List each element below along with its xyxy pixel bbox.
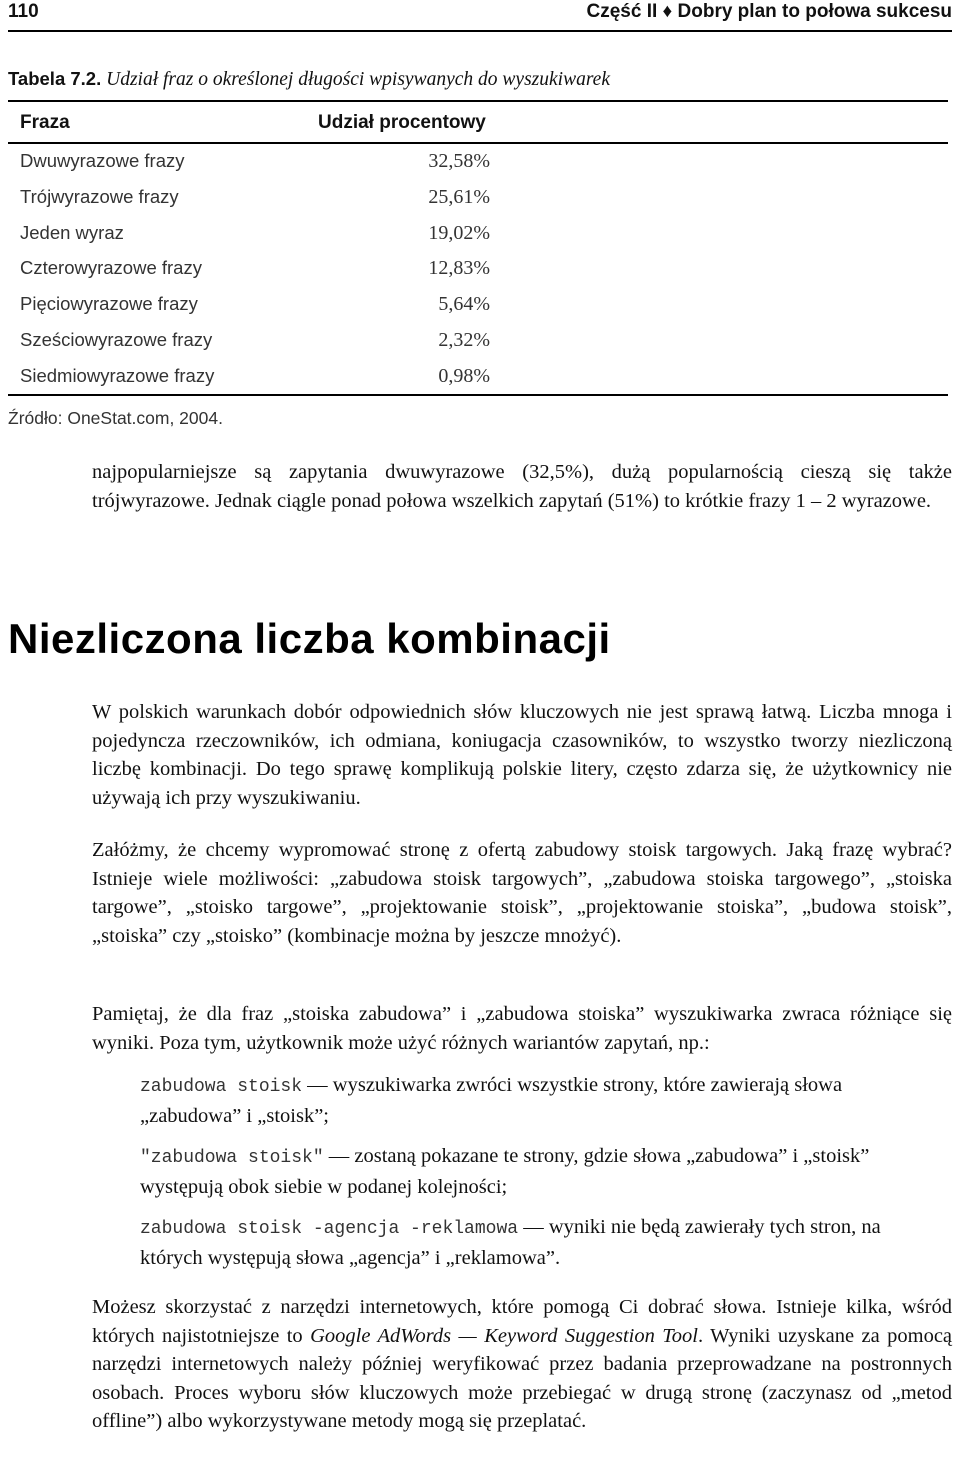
row-phrase: Czterowyrazowe frazy [20,257,202,278]
table-row [20,329,490,359]
column-header-share: Udział procentowy [318,112,486,133]
table-top-rule [8,100,948,102]
section-heading: Niezliczona liczba kombinacji [8,615,611,662]
example-query: zabudowa stoisk [140,1077,303,1097]
example-description: — zostaną pokazane te strony, gdzie słowa „zabudowa” i „stoisk” występują obok siebie w podanej kolejności; [140,1145,870,1198]
tool-name: Google AdWords — Keyword Suggestion Tool [310,1324,698,1347]
row-phrase: Trójwyrazowe frazy [20,186,179,207]
row-share: 19,02% [428,222,490,244]
table-row [20,293,490,323]
paragraph-4 [92,1293,952,1436]
table-row [20,222,490,252]
table-caption-text: Udział fraz o określonej długości wpisywanych do wyszukiwarek [106,69,610,90]
example-item [140,1071,940,1130]
row-phrase: Dwuwyrazowe frazy [20,150,185,171]
table-bottom-rule [8,394,948,396]
row-share: 25,61% [428,186,490,208]
table-source: Źródło: OneStat.com, 2004. [8,408,223,428]
row-phrase: Siedmiowyrazowe frazy [20,365,215,386]
table-header-rule [8,142,948,144]
paragraph-3: Pamiętaj, że dla fraz „stoiska zabudowa” i „zabudowa stoiska” wyszukiwarka zwraca różniące się wyniki. Poza tym, użytkownik może użyć różnych wariantów zapytań, np.: [92,1003,952,1054]
row-phrase: Sześciowyrazowe frazy [20,329,213,350]
running-title: Część II ♦ Dobry plan to połowa sukcesu [586,1,952,22]
paragraph-4-end: . Wyniki uzyskane za pomocą narzędzi internetowych należy później weryfikować przez badania przeprowadzane na postronnych osobach. Proces wyboru słów kluczowych może przebiegać w drugą stronę (zaczynasz od „metod offline”) albo wykorzystywane metody mogą się przeplatać. [92,1324,953,1433]
paragraph-2: Załóżmy, że chcemy wypromować stronę z ofertą zabudowy stoisk targowych. Jaką frazę wybrać? Istnieje wiele możliwości: „zabudowa stoisk targowych”, „zabudowa stoiska targowego”, „stoiska targowe”, „stoisko targowe”, „projektowanie stoisk”, „projektowanie stoiska”, „budowa stoisk”, „stoiska” czy „stoisko” (kombinacje można by jeszcze mnożyć). [92,839,952,947]
row-phrase: Jeden wyraz [20,222,124,243]
table-caption-label: Tabela 7.2. [8,68,102,89]
table-row [20,150,490,180]
intro-paragraph: najpopularniejsze są zapytania dwuwyrazowe (32,5%), dużą popularnością cieszą się także trójwyrazowe. Jednak ciągle ponad połowa wszelkich zapytań (51%) to krótkie frazy 1 – 2 wyrazowe. [92,461,952,512]
example-query: zabudowa stoisk -agencja -reklamowa [140,1219,519,1239]
row-share: 32,58% [428,150,490,172]
row-share: 12,83% [428,257,490,279]
paragraph-4-start: Możesz skorzystać z narzędzi internetowych, które pomogą Ci dobrać słowa. Istnieje kilka, wśród których najistotniejsze to [92,1296,952,1347]
table-row [20,186,490,216]
example-query: "zabudowa stoisk" [140,1148,324,1168]
table-caption [8,68,610,91]
row-share: 0,98% [438,365,490,387]
table-row [20,365,490,395]
row-share: 2,32% [438,329,490,351]
row-phrase: Pięciowyrazowe frazy [20,293,198,314]
page-number: 110 [8,1,39,22]
column-header-phrase: Fraza [20,112,70,133]
example-description: — wyniki nie będą zawierały tych stron, na których występują słowa „agencja” i „reklamowa”. [140,1216,881,1269]
example-item [140,1142,940,1201]
table-row [20,257,490,287]
example-description: — wyszukiwarka zwróci wszystkie strony, które zawierają słowa „zabudowa” i „stoisk”; [140,1074,843,1127]
row-share: 5,64% [438,293,490,315]
page-header [8,0,952,32]
paragraph-1: W polskich warunkach dobór odpowiednich słów kluczowych nie jest sprawą łatwą. Liczba mnoga i pojedyncza rzeczowników, ich odmiana, koniugacja czasowników, to wszystko tworzy niezliczoną liczbę kombinacji. Do tego sprawę komplikują polskie litery, często zdarza się, że użytkownicy nie używają ich przy wyszukiwaniu. [92,701,952,809]
example-item [140,1213,940,1272]
